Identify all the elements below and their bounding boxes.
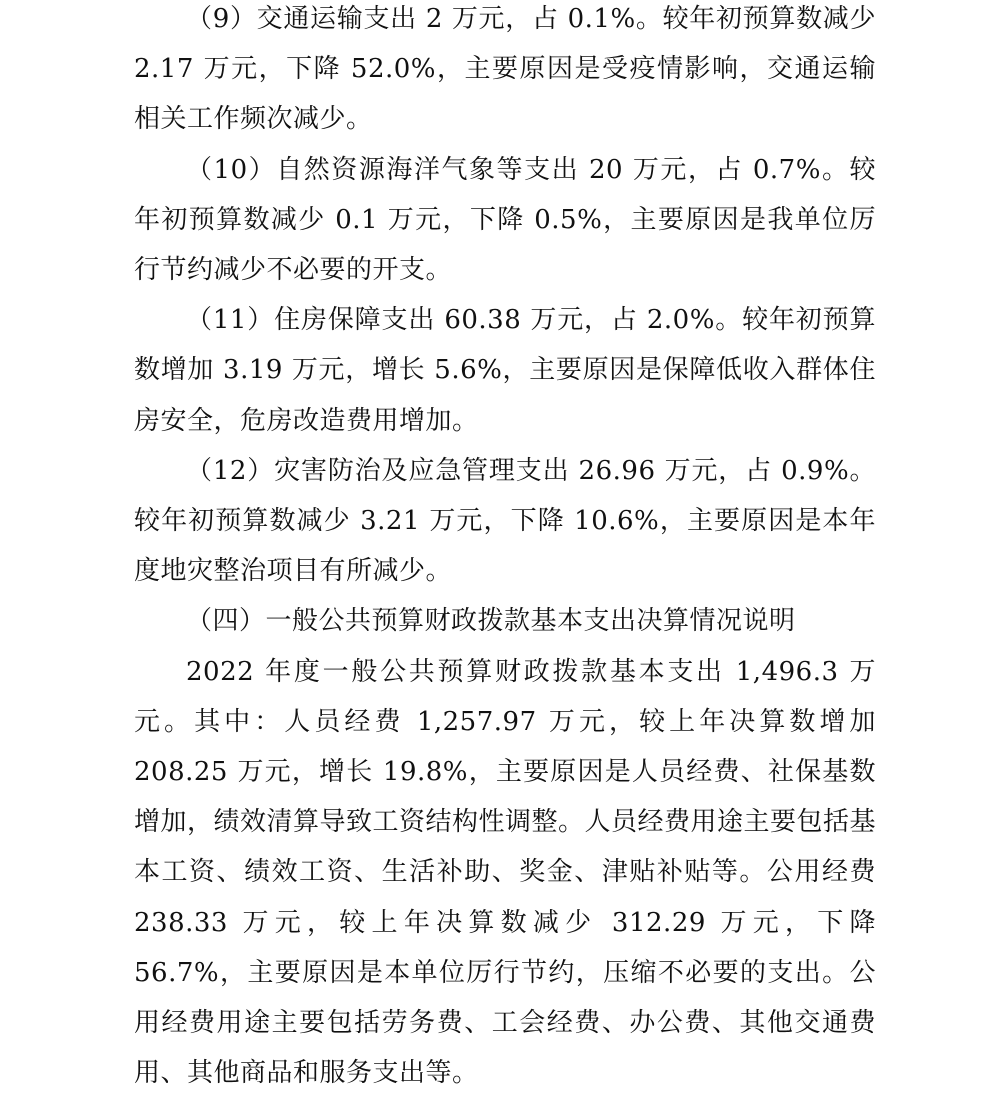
paragraph-housing-expenditure: （11）住房保障支出 60.38 万元，占 2.0%。较年初预算数增加 3.19 万元，增长 5.6%，主要原因是保障低收入群体住房安全，危房改造费用增加。 bbox=[134, 305, 876, 436]
paragraph-natural-resources-expenditure: （10）自然资源海洋气象等支出 20 万元，占 0.7%。较年初预算数减少 0.1 万元，下降 0.5%，主要原因是我单位厉行节约减少不必要的开支。 bbox=[134, 154, 876, 286]
paragraph-transport-expenditure: （9）交通运输支出 2 万元，占 0.1%。较年初预算数减少 2.17 万元，下降 52.0%，主要原因是受疫情影响，交通运输相关工作频次减少。 bbox=[134, 4, 876, 135]
paragraph-basic-expenditure: 2022 年度一般公共预算财政拨款基本支出 1,496.3 万元。其中：人员经费 1,257.97 万元，较上年决算数增加 208.25 万元，增长 19.8%，主要原因是人员经费、社保基数增加，绩效清算导致工资结构性调整。人员经费用途主要包括基本工资、绩效工资、生活补助、奖金、津贴补贴等。公用经费 238.33 万元，较上年决算数减少 312.29 万元，下降 56.7%，主要原因是本单位厉行节约，压缩不必要的支出。公用经费用途主要包括劳务费、工会经费、办公费、其他交通费用、其他商品和服务支出等。 bbox=[134, 656, 877, 1089]
section-heading: （四）一般公共预算财政拨款基本支出决算情况说明 bbox=[186, 606, 796, 637]
paragraph-disaster-prevention-expenditure: （12）灾害防治及应急管理支出 26.96 万元，占 0.9%。较年初预算数减少 3.21 万元，下降 10.6%，主要原因是本年度地灾整治项目有所减少。 bbox=[134, 455, 876, 587]
document-page bbox=[134, 0, 876, 1098]
